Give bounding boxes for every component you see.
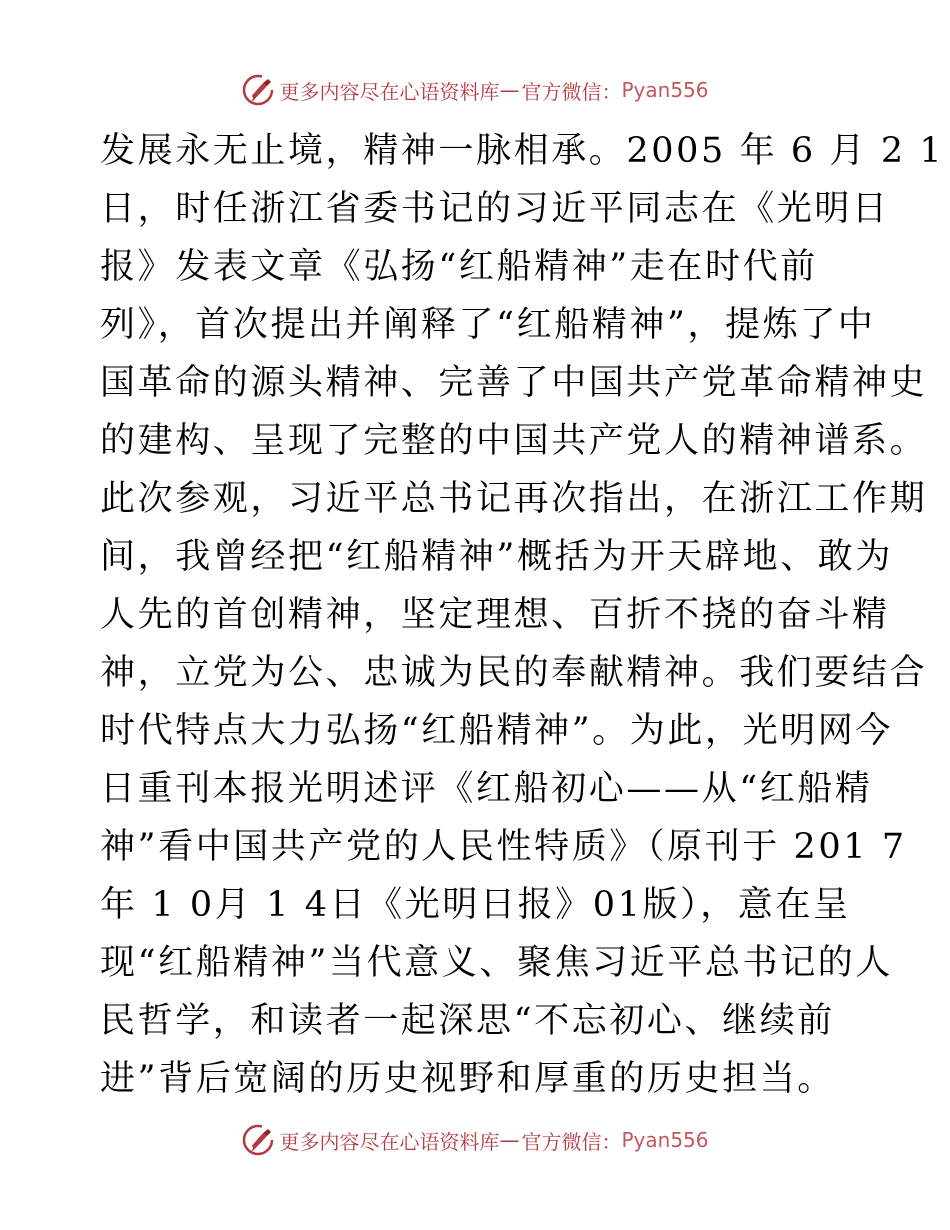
- paragraph-line: 此次参观，习近平总书记再次指出，在浙江工作期: [100, 479, 928, 519]
- paragraph-line: 神”看中国共产党的人民性特质》（原刊于 201 7: [100, 827, 907, 867]
- header-wechat-id: Pyan556: [621, 78, 709, 102]
- article-paragraph: [100, 122, 945, 1108]
- paragraph-line: 年 1 0月 1 4日《光明日报》01版），意在呈: [100, 885, 851, 925]
- paragraph-line: 间，我曾经把“红船精神”概括为开天辟地、敢为: [100, 537, 893, 577]
- paragraph-line: 民哲学，和读者一起深思“不忘初心、继续前: [100, 1001, 835, 1041]
- paragraph-line: 日重刊本报光明述评《红船初心——从“红船精: [100, 769, 873, 809]
- footer-wechat-id: Pyan556: [621, 1128, 709, 1152]
- footer-banner: [0, 1120, 950, 1160]
- paragraph-line: 人先的首创精神，坚定理想、百折不挠的奋斗精: [100, 595, 890, 635]
- header-text: 更多内容尽在心语资料库: [279, 79, 500, 104]
- paragraph-line: 神，立党为公、忠诚为民的奉献精神。我们要结合: [100, 653, 928, 693]
- footer-wechat-label: 官方微信：: [521, 1129, 622, 1154]
- paragraph-line: 现“红船精神”当代意义、聚焦习近平总书记的人: [100, 943, 893, 983]
- paragraph-line: 时代特点大力弘扬“红船精神”。为此，光明网今: [100, 711, 893, 751]
- footer-text: 更多内容尽在心语资料库: [279, 1129, 500, 1154]
- paragraph-line: 报》发表文章《弘扬“红船精神”走在时代前: [100, 247, 818, 287]
- paragraph-line: 的建构、呈现了完整的中国共产党人的精神谱系。: [100, 421, 928, 461]
- header-separator: —: [499, 78, 520, 102]
- paragraph-line: 国革命的源头精神、完善了中国共产党革命精神史: [100, 363, 928, 403]
- paragraph-line: 进”背后宽阔的历史视野和厚重的历史担当。: [100, 1059, 835, 1099]
- paragraph-line: 发展永无止境，精神一脉相承。2005 年 6 月 2 1: [100, 131, 945, 171]
- header-wechat-label: 官方微信：: [521, 79, 622, 104]
- paragraph-line: 列》，首次提出并阐释了“红船精神”，提炼了中: [100, 305, 876, 345]
- paragraph-line: 日，时任浙江省委书记的习近平同志在《光明日: [100, 189, 890, 229]
- header-banner: [0, 70, 950, 110]
- pen-logo-icon: [241, 73, 275, 107]
- footer-separator: —: [499, 1128, 520, 1152]
- pen-logo-icon: [241, 1123, 275, 1157]
